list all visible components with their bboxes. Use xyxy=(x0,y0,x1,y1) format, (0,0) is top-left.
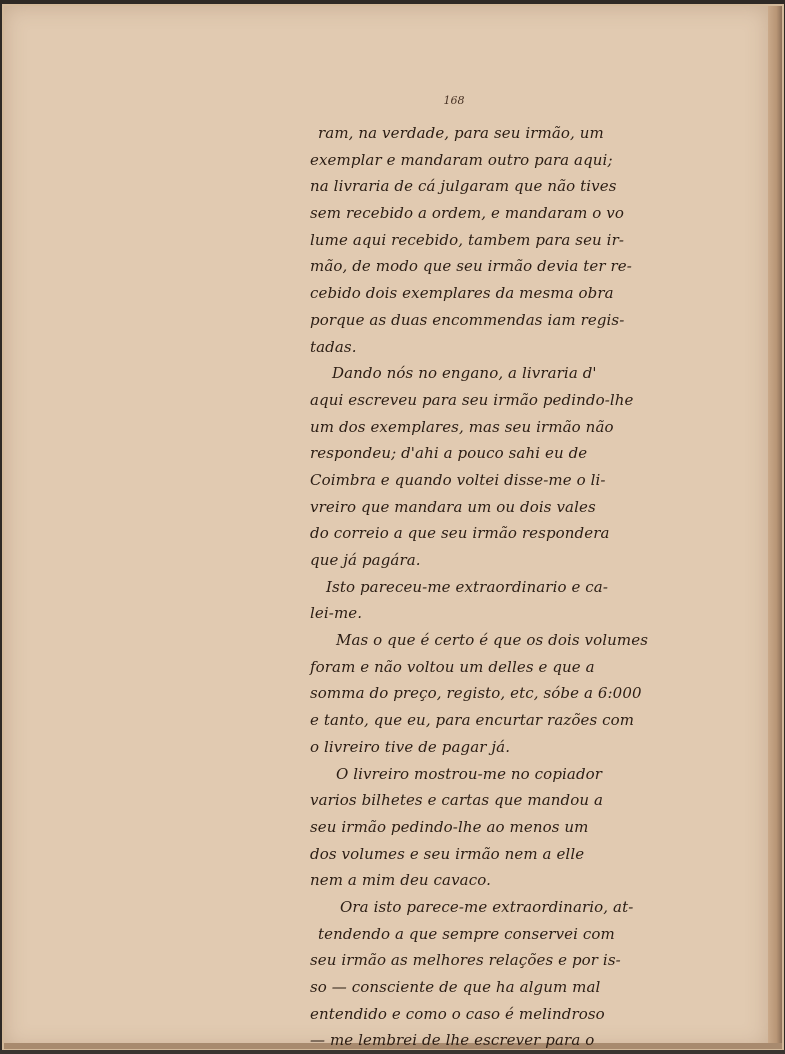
text-line: nem a mim deu cavaco. xyxy=(310,871,491,890)
handwritten-text-block xyxy=(306,120,701,1054)
text-line: varios bilhetes e cartas que mandou a xyxy=(310,791,604,810)
text-line: seu irmão as melhores relações e por is- xyxy=(310,951,621,970)
text-line: foram e não voltou um delles e que a xyxy=(310,657,595,676)
page-number: 168 xyxy=(443,94,465,107)
text-line: que já pagára. xyxy=(310,551,421,569)
text-line: aqui escreveu para seu irmão pedindo-lhe xyxy=(310,390,634,409)
text-line: vreiro que mandara um ou dois vales xyxy=(310,497,596,516)
text-line: mão, de modo que seu irmão devia ter re- xyxy=(310,257,632,276)
text-line: O livreiro mostrou-me no copiador xyxy=(336,764,603,783)
text-line: sem recebido a ordem, e mandaram o vo xyxy=(310,204,624,223)
text-line: ram, na verdade, para seu irmão, um xyxy=(318,124,604,142)
text-line: respondeu; d'ahi a pouco sahi eu de xyxy=(310,444,588,463)
text-line: porque as duas encommendas iam regis- xyxy=(310,310,625,329)
text-line: so — consciente de que ha algum mal xyxy=(310,978,601,996)
text-line: lei-me. xyxy=(310,604,363,623)
text-line: somma do preço, registo, etc, sóbe a 6:000 xyxy=(310,684,642,703)
text-line: um dos exemplares, mas seu irmão não xyxy=(310,417,614,436)
text-line: — me lembrei de lhe escrever para o xyxy=(310,1031,595,1050)
text-line: tadas. xyxy=(310,337,357,356)
text-line: Mas o que é certo é que os dois volumes xyxy=(336,631,649,650)
text-line: Isto pareceu-me extraordinario e ca- xyxy=(326,577,609,596)
text-line: Dando nós no engano, a livraria d' xyxy=(332,364,597,383)
text-line: Coimbra e quando voltei disse-me o li- xyxy=(310,470,606,489)
text-line: o livreiro tive de pagar já. xyxy=(310,737,511,756)
text-line: exemplar e mandaram outro para aqui; xyxy=(310,150,613,169)
text-line: seu irmão pedindo-lhe ao menos um xyxy=(310,817,589,836)
text-line: cebido dois exemplares da mesma obra xyxy=(310,284,614,303)
page-right-edge xyxy=(768,6,782,1046)
text-line: na livraria de cá julgaram que não tives xyxy=(310,177,617,196)
text-line: do correio a que seu irmão respondera xyxy=(310,524,610,543)
text-line: e tanto, que eu, para encurtar razões com xyxy=(310,711,635,730)
text-line: dos volumes e seu irmão nem a elle xyxy=(310,844,585,863)
text-line: Ora isto parece-me extraordinario, at- xyxy=(340,897,634,916)
text-line: lume aqui recebido, tambem para seu ir- xyxy=(310,230,625,249)
text-line: tendendo a que sempre conservei com xyxy=(318,924,615,943)
text-line: entendido e como o caso é melindroso xyxy=(310,1004,605,1023)
